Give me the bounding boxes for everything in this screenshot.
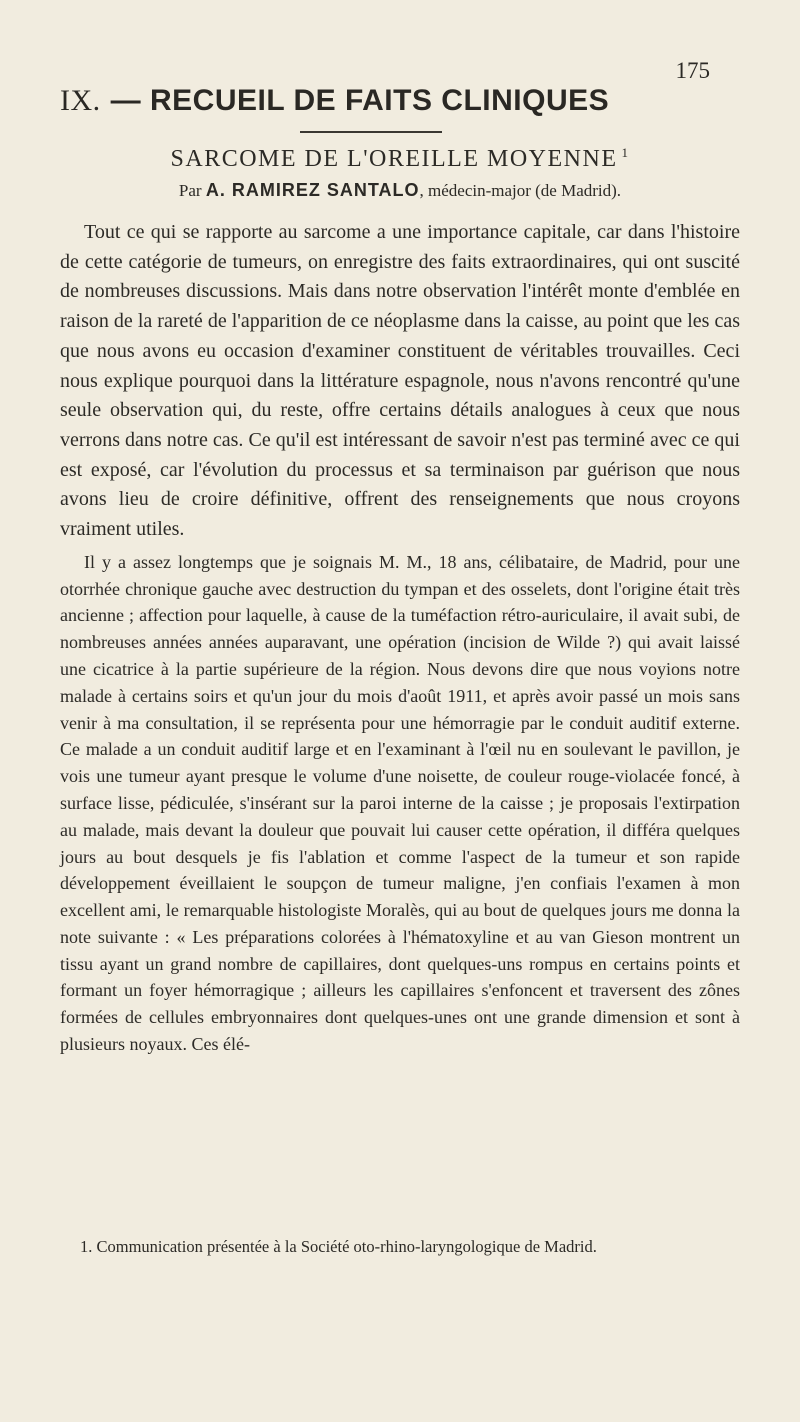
paragraph-case: Il y a assez longtemps que je soignais M. M., 18 ans, célibataire, de Madrid, pour une otorrhée chronique gauche avec destruction du tympan et des osselets, dont l'origine était très ancienne ; affection pour laquelle, à cause de la tuméfaction rétro-auriculaire, il avait subi, de nombreuses années années auparavant, une opération (incision de Wilde ?) qui avait laissé une cicatrice à la partie supérieure de la région. Nous devons dire que nous voyions notre malade à certains soirs et qu'un jour du mois d'août 1911, et après avoir passé un mois sans venir à ma consultation, il se représenta pour une hémorragie par le conduit auditif externe. Ce malade a un conduit auditif large et en l'examinant à l'œil nu en soulevant le pavillon, je vois une tumeur ayant presque le volume d'une noisette, de couleur rouge-violacée foncé, à surface lisse, pédiculée, s'insérant sur la paroi interne de la caisse ; je proposais l'extirpation au malade, mais devant la douleur que pouvait lui causer cette opération, il différa quelques jours au bout desquels je fis l'ablation et comme l'aspect de la tumeur et son rapide développement éveillaient le soupçon de tumeur maligne, j'en confiais l'examen à mon excellent ami, le remarquable histologiste Moralès, qui au bout de quelques jours me donna la note suivante : « Les préparations colorées à l'hématoxyline et au van Gieson montrent un tissu ayant un grand nombre de capillaires, dont quelques-uns rompus en certains points et formant un foyer hémorragique ; ailleurs les capillaires s'enfoncent et traversent des zônes formées de cellules embryonnaires dont quelques-unes ont une grande dimension et sont à plusieurs noyaux. Ces élé- (60, 551, 740, 1055)
article-body (60, 218, 740, 1058)
footnote: 1. Communication présentée à la Société oto-rhino-laryngologique de Madrid. (80, 1237, 597, 1256)
paragraph-intro: Tout ce qui se rapporte au sarcome a une importance capitale, car dans l'histoire de cette catégorie de tumeurs, on enregistre des faits extraordinaires, qui ont suscité de nombreuses discussions. Mais dans notre observation l'intérêt monte d'emblée en raison de la rareté de l'apparition de ce néoplasme dans la caisse, au point que les cas que nous avons eu occasion d'examiner constituent de véritables trouvailles. Ceci nous explique pourquoi dans la littérature espagnole, nous n'avons rencontré qu'une seule observation qui, du reste, offre certains détails analogues à ceux que nous verrons dans notre cas. Ce qu'il est intéressant de savoir n'est pas terminé avec ce qui est exposé, car l'évolution du processus et sa terminaison par guérison que nous avons lieu de croire définitive, offrent des renseignements que nous croyons vraiment utiles. (60, 221, 740, 541)
footnote-marker: 1 (621, 145, 630, 160)
section-title: — RECUEIL DE FAITS CLINIQUES (110, 84, 610, 117)
section-number: IX. (60, 84, 101, 117)
title-divider (300, 131, 442, 133)
author-name: A. RAMIREZ SANTALO (205, 180, 420, 200)
article-title-line (60, 145, 740, 173)
section-heading (60, 84, 740, 118)
byline (60, 180, 740, 201)
page-number: 175 (675, 58, 710, 83)
author-role: , médecin-major (de Madrid). (419, 181, 622, 200)
article-title: SARCOME DE L'OREILLE MOYENNE (170, 146, 618, 172)
byline-prefix: Par (178, 181, 202, 200)
